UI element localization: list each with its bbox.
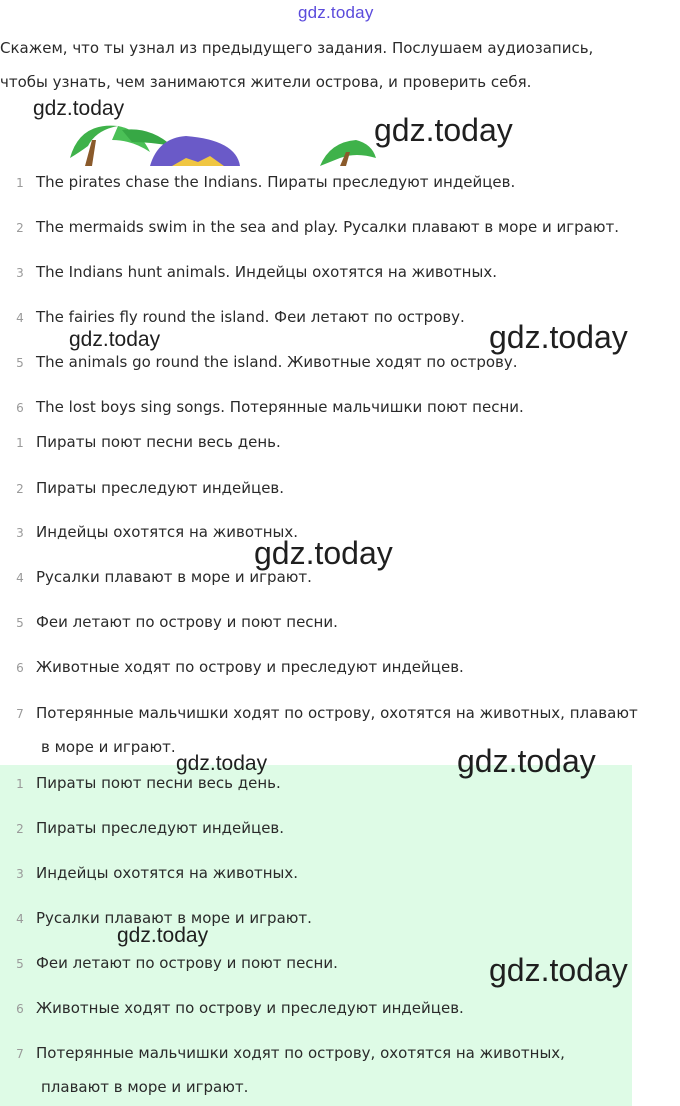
watermark: gdz.today <box>33 97 125 120</box>
watermark: gdz.today <box>176 752 268 775</box>
item-number: 3 <box>16 266 24 280</box>
item-text: Феи летают по острову и поют песни. <box>36 954 338 972</box>
list-item <box>0 908 680 928</box>
watermark: gdz.today <box>489 319 628 355</box>
list-item <box>0 612 680 632</box>
list-item <box>0 217 680 237</box>
item-text: Русалки плавают в море и играют. <box>36 909 312 927</box>
item-number: 7 <box>16 1047 24 1061</box>
list-item <box>0 657 680 677</box>
item-number: 1 <box>16 777 24 791</box>
watermark: gdz.today <box>254 535 393 571</box>
item-text: Животные ходят по острову и преследуют индейцев. <box>36 999 464 1017</box>
item-number: 3 <box>16 526 24 540</box>
item-text: The fairies fly round the island. Феи летают по острову. <box>36 308 465 326</box>
watermark: gdz.today <box>489 952 628 988</box>
item-number: 2 <box>16 822 24 836</box>
intro-text <box>0 31 680 99</box>
item-number: 6 <box>16 661 24 675</box>
item-number: 1 <box>16 176 24 190</box>
intro-line-2: чтобы узнать, чем занимаются жители острова, и проверить себя. <box>0 73 532 91</box>
item-number: 5 <box>16 616 24 630</box>
item-number: 4 <box>16 912 24 926</box>
item-text: Индейцы охотятся на животных. <box>36 864 299 882</box>
list-item <box>0 703 680 723</box>
item-text-continuation: плавают в море и играют. <box>41 1078 249 1096</box>
item-number: 7 <box>16 707 24 721</box>
list-item <box>0 432 680 452</box>
palm-tree-right-icon <box>320 140 376 166</box>
watermark: gdz.today <box>374 112 513 148</box>
list-item <box>0 478 680 498</box>
item-text: Потерянные мальчишки ходят по острову, охотятся на животных, плавают <box>36 704 638 722</box>
list-item <box>0 172 680 192</box>
item-number: 1 <box>16 436 24 450</box>
item-text: The lost boys sing songs. Потерянные мальчишки поют песни. <box>36 398 524 416</box>
item-text: Пираты преследуют индейцев. <box>36 819 285 837</box>
watermark: gdz.today <box>457 743 596 779</box>
item-number: 4 <box>16 571 24 585</box>
item-number: 6 <box>16 1002 24 1016</box>
item-text: Пираты поют песни весь день. <box>36 774 281 792</box>
list-item <box>0 818 680 838</box>
item-text: The animals go round the island. Животные ходят по острову. <box>36 353 518 371</box>
list-item <box>0 863 680 883</box>
item-text: Русалки плавают в море и играют. <box>36 568 312 586</box>
list-item <box>0 1043 680 1063</box>
item-text: Животные ходят по острову и преследуют индейцев. <box>36 658 464 676</box>
list-item <box>0 998 680 1018</box>
intro-line-1: Скажем, что ты узнал из предыдущего задания. Послушаем аудиозапись, <box>0 39 594 57</box>
item-number: 2 <box>16 221 24 235</box>
watermark: gdz.today <box>69 328 161 351</box>
item-number: 6 <box>16 401 24 415</box>
item-text: The mermaids swim in the sea and play. Русалки плавают в море и играют. <box>36 218 619 236</box>
item-number: 3 <box>16 867 24 881</box>
header-watermark: gdz.today <box>298 3 374 22</box>
item-text: Феи летают по острову и поют песни. <box>36 613 338 631</box>
item-number: 5 <box>16 356 24 370</box>
list-item <box>0 262 680 282</box>
item-text: Пираты поют песни весь день. <box>36 433 281 451</box>
list-item <box>0 397 680 417</box>
item-number: 4 <box>16 311 24 325</box>
item-text: Индейцы охотятся на животных. <box>36 523 299 541</box>
watermark: gdz.today <box>117 924 209 947</box>
item-number: 2 <box>16 482 24 496</box>
item-number: 5 <box>16 957 24 971</box>
item-text-continuation: в море и играют. <box>41 738 176 756</box>
item-text: The Indians hunt animals. Индейцы охотятся на животных. <box>36 263 497 281</box>
item-text: Потерянные мальчишки ходят по острову, охотятся на животных, <box>36 1044 565 1062</box>
item-text: Пираты преследуют индейцев. <box>36 479 285 497</box>
item-text: The pirates chase the Indians. Пираты преследуют индейцев. <box>36 173 516 191</box>
